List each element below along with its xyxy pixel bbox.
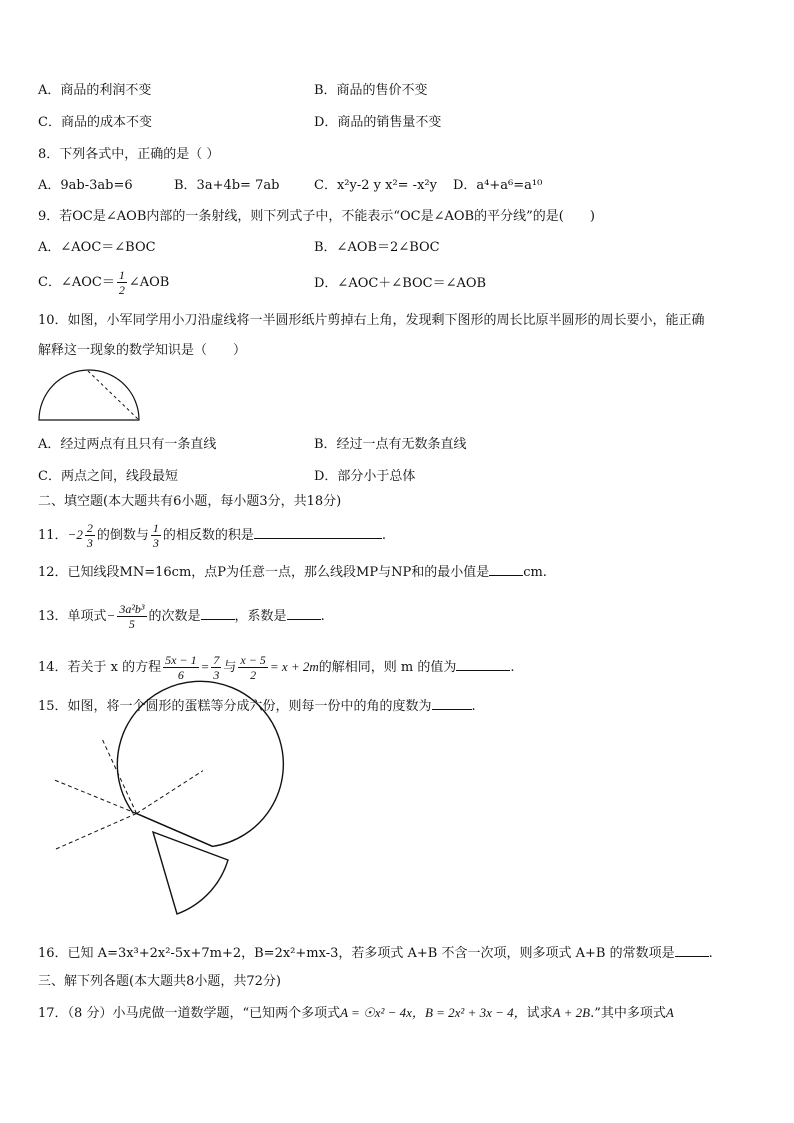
q14-answer-blank[interactable] <box>456 658 510 671</box>
q13-label: 13．单项式 <box>38 609 107 624</box>
q9-option-b: B．∠AOB＝2∠BOC <box>314 240 440 255</box>
q17-post: .”其中多项式 <box>590 1006 666 1021</box>
q13-denominator: 5 <box>128 617 135 631</box>
q11-end: . <box>381 528 386 543</box>
q12-end: cm. <box>523 565 547 580</box>
q11-post: 的相反数的积是 <box>162 528 254 543</box>
q15 <box>38 697 476 715</box>
q17-mid: 试求 <box>526 1006 553 1021</box>
q14-fraction-2 <box>211 653 221 682</box>
q8-option-a: A．9ab-3ab=6 <box>38 178 133 193</box>
q16-end: . <box>708 946 713 961</box>
q15-answer-blank[interactable] <box>432 697 472 710</box>
cake-six-parts-figure <box>40 724 240 924</box>
q13-mid: 的次数是 <box>148 609 201 624</box>
q14-equals: = <box>200 659 210 674</box>
q14-fraction-3 <box>238 653 267 682</box>
q11-f2-den: 3 <box>152 536 159 550</box>
q14-label: 14．若关于 x 的方程 <box>38 660 162 675</box>
q12-answer-blank[interactable] <box>489 563 523 576</box>
q13-mid2: ，系数是 <box>234 609 287 624</box>
q16 <box>38 944 713 962</box>
q17 <box>38 1005 674 1022</box>
q12-text: 12．已知线段MN=16cm，点P为任意一点，那么线段MP与NP和的最小值是 <box>38 565 490 580</box>
q11-whole: −2 <box>67 527 83 542</box>
q17-tail: A <box>665 1005 674 1020</box>
q13-numerator: 3a²b³ <box>119 602 145 616</box>
q9-c-denominator: 2 <box>118 283 125 297</box>
q11-f1-num: 2 <box>86 521 93 535</box>
q10-option-c: C．两点之间，线段最短 <box>38 469 178 484</box>
q14-fraction-1 <box>163 653 198 682</box>
q17-intro: 17．（8 分）小马虎做一道数学题，“已知两个多项式 <box>38 1006 341 1021</box>
q14-f1-den: 6 <box>177 668 184 682</box>
q17-target-expression: A + 2B <box>552 1005 591 1020</box>
q11-label: 11． <box>38 528 68 543</box>
q9-option-c <box>38 268 169 298</box>
q10-stem-line1: 10．如图，小军同学用小刀沿虚线将一半圆形纸片剪掉右上角，发现剩下图形的周长比原半圆形的周长要小，能正确 <box>38 313 705 328</box>
q10-option-d: D．部分小于总体 <box>314 469 416 484</box>
q14-f3-den: 2 <box>250 668 257 682</box>
q15-end: . <box>471 699 476 714</box>
q11-answer-blank[interactable] <box>254 526 382 539</box>
section-3-heading: 三、解下列各题(本大题共8小题，共72分) <box>38 974 281 989</box>
q10-option-b: B．经过一点有无数条直线 <box>314 437 467 452</box>
q13-degree-blank[interactable] <box>201 607 235 620</box>
q11 <box>38 518 386 553</box>
q14-f2-den: 3 <box>213 668 220 682</box>
q7-option-c: C．商品的成本不变 <box>38 115 152 130</box>
section-2-heading: 二、填空题(本大题共有6小题，每小题3分，共18分) <box>38 494 342 509</box>
q13 <box>38 597 325 636</box>
q16-text: 16．已知 A=3x³+2x²-5x+7m+2，B=2x²+mx-3，若多项式 A+B 不含一次项，则多项式 A+B 的常数项是 <box>38 946 675 961</box>
q13-negative: − <box>106 608 116 623</box>
q15-text: 15．如图，将一个圆形的蛋糕等分成六份，则每一份中的角的度数为 <box>38 699 432 714</box>
q9-stem: 9．若OC是∠AOB内部的一条射线，则下列式子中，不能表示“OC是∠AOB的平分线”的是( ) <box>38 209 595 224</box>
q8-option-d: D．a⁴+a⁶=a¹⁰ <box>453 178 543 193</box>
q11-fraction-1 <box>85 521 95 550</box>
q13-end: . <box>320 609 325 624</box>
q14-mid: 与 <box>223 660 237 675</box>
q17-polynomial-a: A = ☉x² − 4x， <box>340 1005 425 1020</box>
q14-rhs: = x + 2m <box>269 659 319 674</box>
q9-c-fraction <box>117 268 127 297</box>
q10-stem-line2: 解释这一现象的数学知识是（ ） <box>38 343 247 358</box>
q7-option-a: A．商品的利润不变 <box>38 83 152 98</box>
q12 <box>38 563 547 581</box>
q16-answer-blank[interactable] <box>675 944 709 957</box>
q9-option-d: D．∠AOC＋∠BOC＝∠AOB <box>314 276 487 291</box>
q9-option-c-suffix: ∠AOB <box>128 275 170 290</box>
q11-f2-num: 1 <box>152 521 159 535</box>
q9-option-a: A．∠AOC＝∠BOC <box>38 240 156 255</box>
q13-fraction <box>117 602 146 631</box>
q14 <box>38 648 515 687</box>
q11-f1-den: 3 <box>86 536 93 550</box>
q8-option-b: B．3a+4b= 7ab <box>174 178 280 193</box>
semicircle-figure <box>38 368 142 424</box>
q14-post: 的解相同，则 m 的值为 <box>318 660 457 675</box>
q14-f1-num: 5x − 1 <box>165 653 197 667</box>
q9-option-c-prefix: C．∠AOC＝ <box>38 275 115 290</box>
q7-option-b: B．商品的售价不变 <box>314 83 428 98</box>
q11-fraction-2 <box>151 521 161 550</box>
q8-stem: 8．下列各式中，正确的是（ ） <box>38 147 220 162</box>
q17-polynomial-b: B = 2x² + 3x − 4， <box>424 1005 527 1020</box>
q14-f2-num: 7 <box>213 653 220 667</box>
q14-f3-num: x − 5 <box>240 653 266 667</box>
q7-option-d: D．商品的销售量不变 <box>314 115 442 130</box>
q9-c-numerator: 1 <box>118 268 125 282</box>
q11-mid: 的倒数与 <box>96 528 149 543</box>
q14-end: . <box>510 660 515 675</box>
q13-coefficient-blank[interactable] <box>287 607 321 620</box>
q8-option-c: C．x²y-2 y x²= -x²y <box>314 178 437 193</box>
q10-option-a: A．经过两点有且只有一条直线 <box>38 437 217 452</box>
